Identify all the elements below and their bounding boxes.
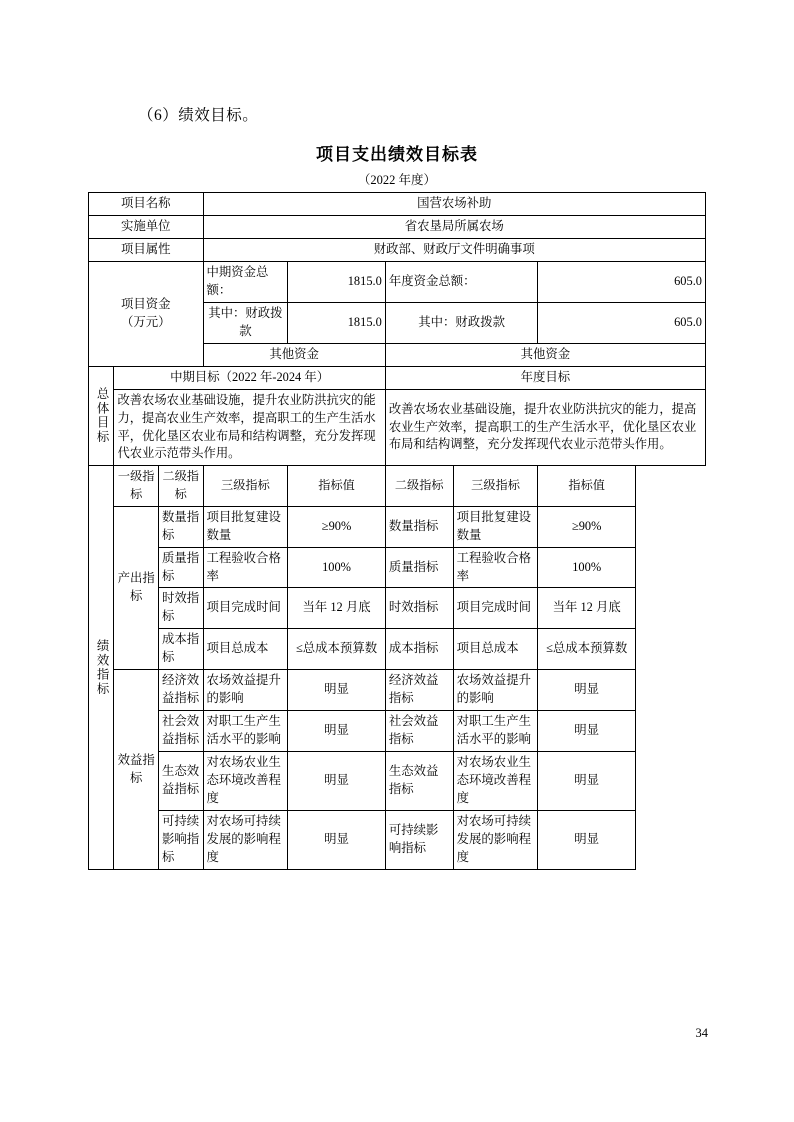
indicator-value-right: 明显 xyxy=(538,711,636,752)
indicator-value-right: 100% xyxy=(538,547,636,588)
group-label-benefit-line1: 效益指标 xyxy=(117,752,155,785)
header-level1: 一级指标 xyxy=(114,466,159,506)
overall-goal-side-label xyxy=(89,366,114,465)
indicator-level2-right: 可持续影响指标 xyxy=(385,811,453,870)
year-appropriation-label: 其中：财政拨款 xyxy=(385,302,538,343)
indicator-level3-right: 项目批复建设数量 xyxy=(453,506,538,547)
group-label-output-line1: 产出指标 xyxy=(117,571,155,603)
indicator-value-right: ≤总成本预算数 xyxy=(538,629,636,670)
indicator-level3-right: 对职工生产生活水平的影响 xyxy=(453,711,538,752)
project-name-label: 项目名称 xyxy=(89,193,204,216)
indicator-value: ≤总成本预算数 xyxy=(288,629,386,670)
year-total-label: 年度资金总额： xyxy=(385,261,538,302)
implementing-unit-label: 实施单位 xyxy=(89,215,204,238)
overall-goal-year-text: 改善农场农业基础设施，提升农业防洪抗灾的能力，提高农业生产效率，提高职工的生产生活水平，优化垦区农业布局和结构调整，充分发挥现代农业示范带头作用。 xyxy=(385,389,705,465)
section-heading: （6）绩效目标。 xyxy=(138,107,259,124)
overall-goal-side-label-text: 总体目标 xyxy=(95,387,110,445)
indicator-value-right: 明显 xyxy=(538,811,636,870)
indicator-level2: 生态效益指标 xyxy=(158,752,203,811)
indicator-level3: 对农场可持续发展的影响程度 xyxy=(203,811,288,870)
indicator-level3: 农场效益提升的影响 xyxy=(203,670,288,711)
project-attribute-value: 财政部、财政厅文件明确事项 xyxy=(203,238,706,261)
indicator-level2: 成本指标 xyxy=(158,629,203,670)
table-row xyxy=(89,752,706,811)
table-row xyxy=(89,711,706,752)
mid-appropriation-value: 1815.0 xyxy=(288,302,386,343)
table-row xyxy=(89,506,706,547)
indicator-value: 100% xyxy=(288,547,386,588)
mid-total-value: 1815.0 xyxy=(288,261,386,302)
indicator-level2: 社会效益指标 xyxy=(158,711,203,752)
header-level2-right: 二级指标 xyxy=(385,466,453,506)
year-total-value: 605.0 xyxy=(538,261,706,302)
indicator-value-right: 明显 xyxy=(538,670,636,711)
table-row xyxy=(89,238,706,261)
indicator-level2: 可持续影响指标 xyxy=(158,811,203,870)
table-row xyxy=(89,670,706,711)
indicator-level3-right: 对农场农业生态环境改善程度 xyxy=(453,752,538,811)
other-funds-label-left: 其他资金 xyxy=(203,343,385,366)
table-row xyxy=(89,366,706,389)
indicator-level3: 对农场农业生态环境改善程度 xyxy=(203,752,288,811)
indicator-level2: 数量指标 xyxy=(158,506,203,547)
indicator-value: 明显 xyxy=(288,811,386,870)
indicator-level2-right: 时效指标 xyxy=(385,588,453,629)
group-label-output xyxy=(114,506,159,670)
indicator-level3-right: 项目总成本 xyxy=(453,629,538,670)
indicator-level2: 经济效益指标 xyxy=(158,670,203,711)
mid-appropriation-label: 其中：财政拨款 xyxy=(203,302,288,343)
indicator-level2-right: 生态效益指标 xyxy=(385,752,453,811)
indicator-level3-right: 工程验收合格率 xyxy=(453,547,538,588)
indicator-level2-right: 成本指标 xyxy=(385,629,453,670)
indicator-level3: 工程验收合格率 xyxy=(203,547,288,588)
implementing-unit-value: 省农垦局所属农场 xyxy=(203,215,706,238)
project-funds-label xyxy=(89,261,204,366)
table-row xyxy=(89,588,706,629)
table-row xyxy=(89,389,706,465)
table-row xyxy=(89,215,706,238)
header-value-right: 指标值 xyxy=(538,466,636,506)
table-row xyxy=(89,261,706,302)
indicator-level3: 项目完成时间 xyxy=(203,588,288,629)
indicator-value: 明显 xyxy=(288,752,386,811)
indicator-value: 明显 xyxy=(288,670,386,711)
indicator-level3: 对职工生产生活水平的影响 xyxy=(203,711,288,752)
indicator-level2: 时效指标 xyxy=(158,588,203,629)
indicator-level3: 项目批复建设数量 xyxy=(203,506,288,547)
indicator-value: ≥90% xyxy=(288,506,386,547)
page-subtitle: （2022 年度） xyxy=(357,173,437,187)
indicator-value-right: 当年 12 月底 xyxy=(538,588,636,629)
indicator-level2-right: 经济效益指标 xyxy=(385,670,453,711)
mid-total-label: 中期资金总额： xyxy=(203,261,288,302)
indicator-level2-right: 质量指标 xyxy=(385,547,453,588)
table-row xyxy=(89,629,706,670)
performance-indicator-side-label-text: 绩效指标 xyxy=(95,638,110,697)
overall-goal-mid-text: 改善农场农业基础设施，提升农业防洪抗灾的能力，提高农业生产效率，提高职工的生产生活水平，优化垦区农业布局和结构调整，充分发挥现代农业示范带头作用。 xyxy=(114,389,385,465)
table-row xyxy=(89,466,706,506)
header-level3-left: 三级指标 xyxy=(203,466,288,506)
project-attribute-label: 项目属性 xyxy=(89,238,204,261)
indicator-level2-right: 数量指标 xyxy=(385,506,453,547)
overall-goal-mid-header: 中期目标（2022 年-2024 年） xyxy=(114,366,385,389)
header-level2-left: 二级指标 xyxy=(158,466,203,506)
other-funds-label-right: 其他资金 xyxy=(385,343,705,366)
table-row xyxy=(89,547,706,588)
header-level3-right: 三级指标 xyxy=(453,466,538,506)
page-number: 34 xyxy=(695,1026,708,1040)
project-funds-label-line2: （万元） xyxy=(120,314,171,329)
project-name-value: 国营农场补助 xyxy=(203,193,706,216)
page-title: 项目支出绩效目标表 xyxy=(316,145,478,164)
performance-goal-table xyxy=(88,192,706,870)
indicator-value-right: 明显 xyxy=(538,752,636,811)
table-row xyxy=(89,193,706,216)
performance-indicator-side-label xyxy=(89,466,114,870)
indicator-level2-right: 社会效益指标 xyxy=(385,711,453,752)
project-funds-label-line1: 项目资金 xyxy=(120,296,171,311)
year-appropriation-value: 605.0 xyxy=(538,302,706,343)
indicator-value-right: ≥90% xyxy=(538,506,636,547)
group-label-benefit xyxy=(114,670,159,870)
indicator-level3-right: 农场效益提升的影响 xyxy=(453,670,538,711)
indicator-level3: 项目总成本 xyxy=(203,629,288,670)
indicator-level3-right: 对农场可持续发展的影响程度 xyxy=(453,811,538,870)
indicator-value: 当年 12 月底 xyxy=(288,588,386,629)
indicator-level3-right: 项目完成时间 xyxy=(453,588,538,629)
overall-goal-year-header: 年度目标 xyxy=(385,366,705,389)
header-value-left: 指标值 xyxy=(288,466,386,506)
table-row xyxy=(89,811,706,870)
indicator-level2: 质量指标 xyxy=(158,547,203,588)
indicator-value: 明显 xyxy=(288,711,386,752)
